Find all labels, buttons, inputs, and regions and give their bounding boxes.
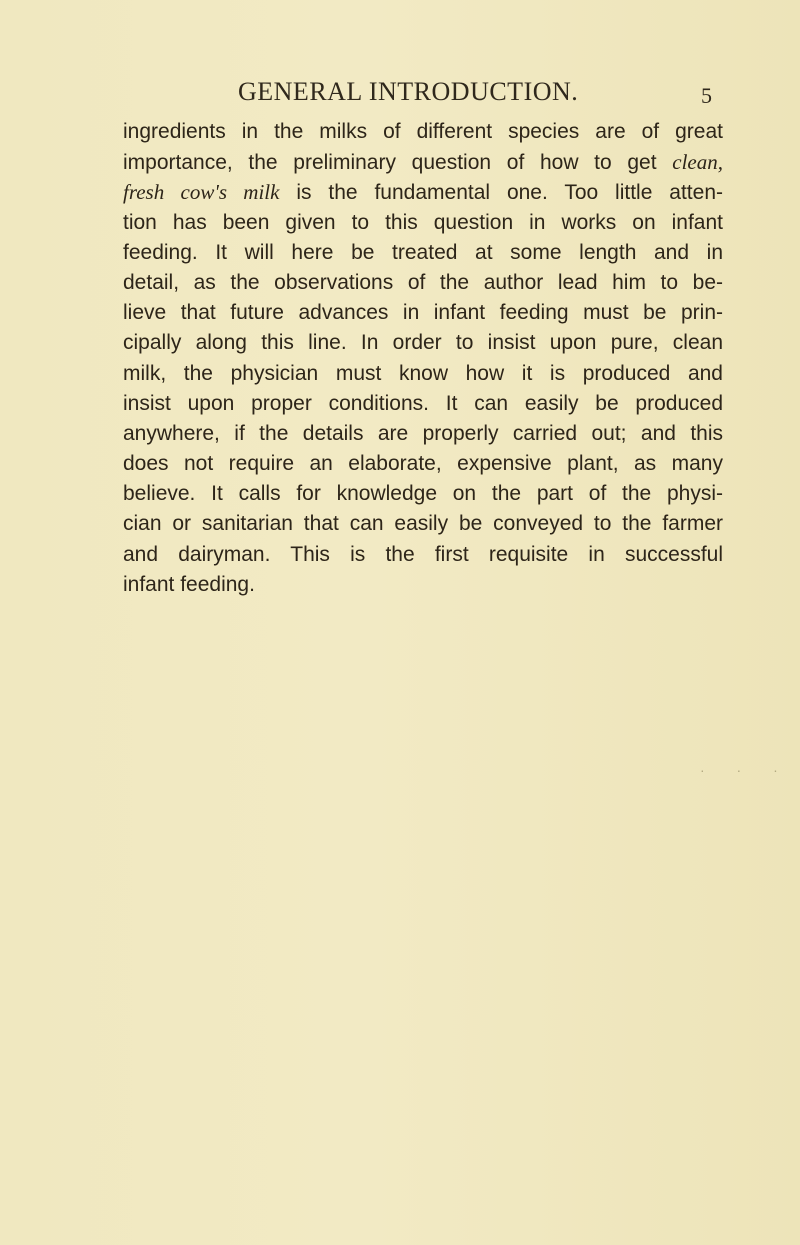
- text-line: lieve that future advances in infant feeding must be prin-: [123, 301, 723, 325]
- italic-text: clean,: [672, 150, 723, 175]
- text-line: cipally along this line. In order to insist upon pure, clean: [123, 331, 723, 355]
- text-line: anywhere, if the details are properly carried out; and this: [123, 421, 723, 445]
- text-line: feeding. It will here be treated at some length and in: [123, 240, 723, 264]
- text-line: believe. It calls for knowledge on the part of the physi-: [123, 482, 723, 506]
- text-segment: importance, the preliminary question of how to get: [123, 151, 673, 175]
- running-head: [0, 77, 800, 113]
- running-head-title: GENERAL INTRODUCTION.: [238, 77, 579, 106]
- text-line: infant feeding.: [123, 572, 255, 596]
- text-line: [123, 147, 723, 177]
- body-paragraph: [123, 117, 723, 600]
- text-line: milk, the physician must know how it is produced and: [123, 361, 723, 385]
- text-line: does not require an elaborate, expensive plant, as many: [123, 452, 723, 476]
- text-line: ingredients in the milks of different species are of great: [123, 120, 723, 143]
- text-line: cian or sanitarian that can easily be conveyed to the farmer: [123, 512, 723, 536]
- italic-text: fresh cow's milk: [123, 180, 280, 205]
- text-line: detail, as the observations of the author lead him to be-: [123, 270, 723, 294]
- page-number: 5: [701, 83, 712, 108]
- text-segment: is the fundamental one. Too little atten-: [279, 181, 723, 205]
- text-line: and dairyman. This is the first requisite in successful: [123, 542, 723, 566]
- text-line: tion has been given to this question in works on infant: [123, 210, 723, 234]
- paper-speckles: · · ·: [700, 762, 792, 778]
- text-line: [123, 177, 723, 207]
- text-line: insist upon proper conditions. It can easily be produced: [123, 391, 723, 415]
